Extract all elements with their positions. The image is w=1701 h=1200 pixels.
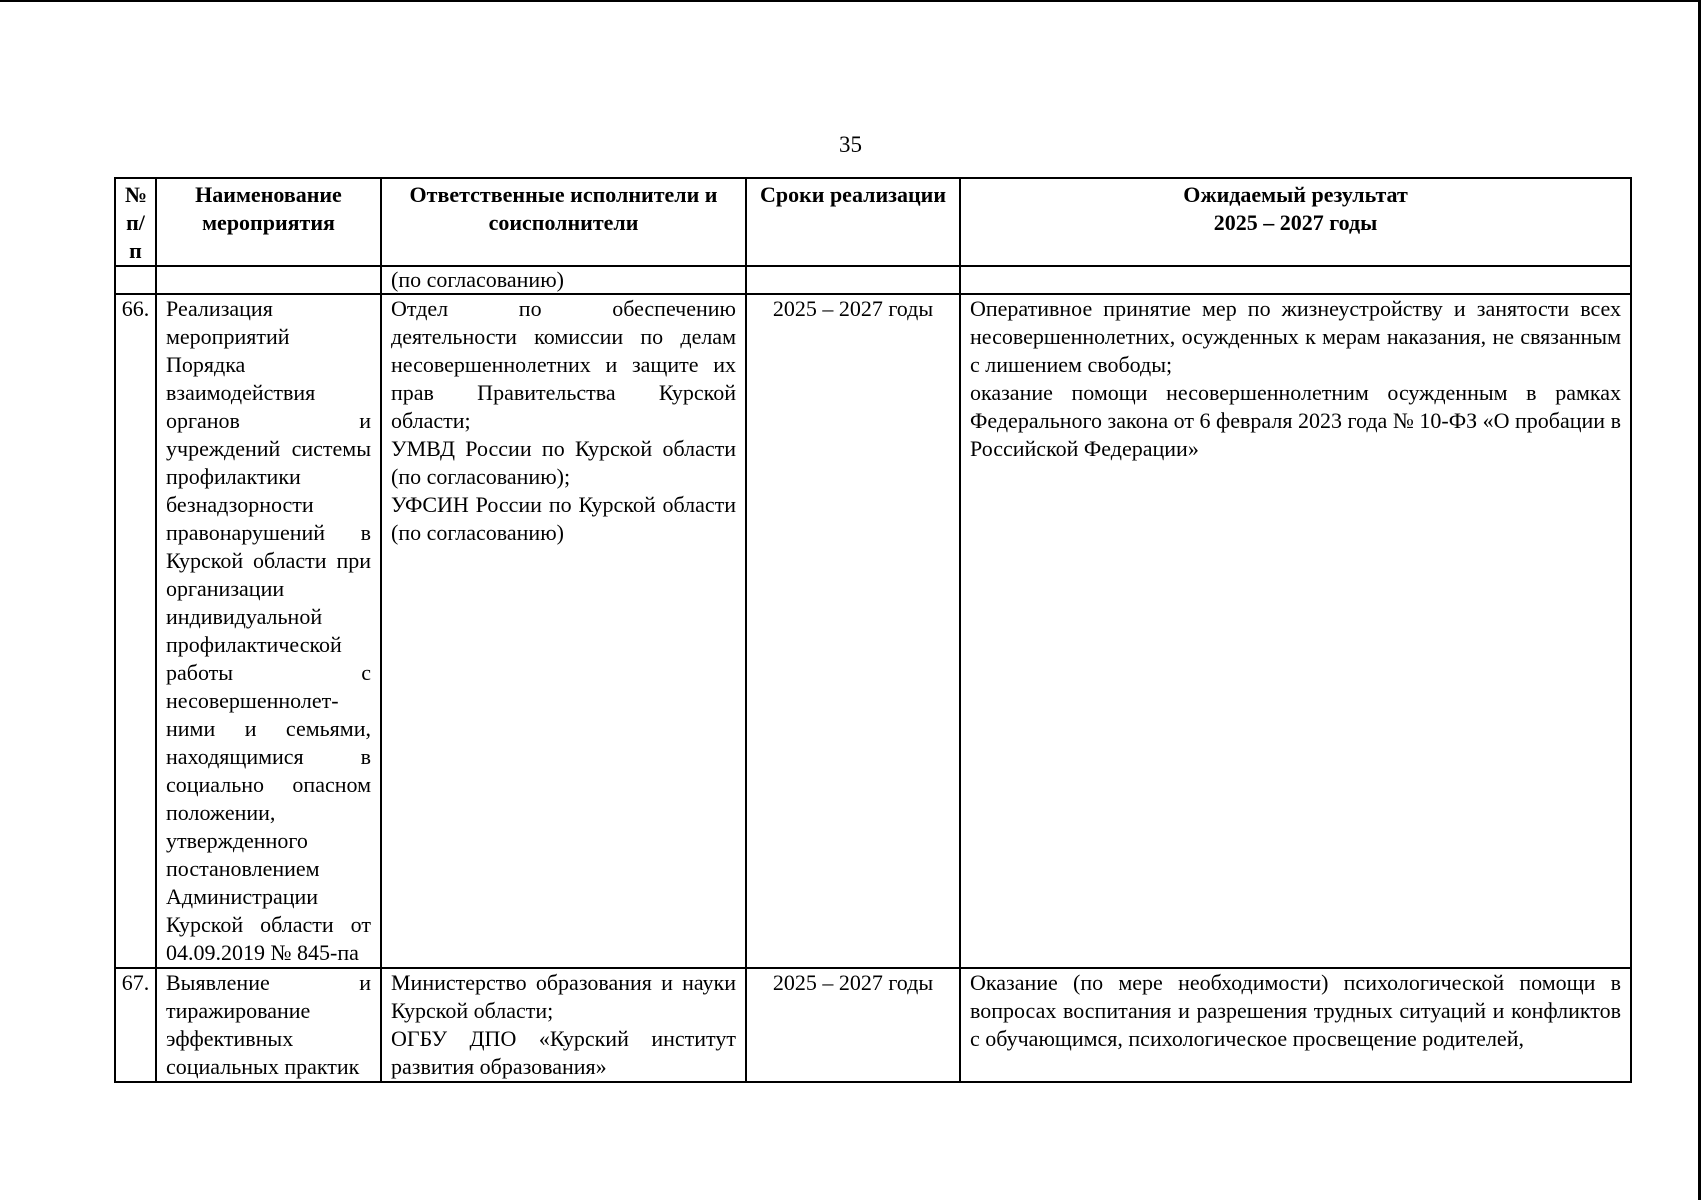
cell-name — [156, 266, 381, 294]
cell-executors — [381, 294, 746, 968]
header-num: № п/п — [115, 178, 156, 266]
executor-item: УМВД России по Курской области (по согласованию); — [391, 436, 736, 489]
cell-num: 66. — [115, 294, 156, 968]
measures-table — [114, 177, 1632, 1083]
table-row-continuation — [115, 266, 1631, 294]
cell-executors — [381, 968, 746, 1082]
header-result — [960, 178, 1631, 266]
result-item: Оперативное принятие мер по жизнеустройству и занятости всех несовершеннолетних, осужденных к мерам наказания, не связанным с лишением свободы; — [970, 296, 1621, 377]
executor-item: Министерство образования и науки Курской области; — [391, 970, 736, 1023]
cell-name: Реализация мероприятий Порядка взаимодействия органов и учреждений системы профилактики безнадзорности правонарушений в Курской области при организации индивидуальной профилактической работы с несовершеннолет-ними и семьями, находящимися в социально опасном положении, утвержденного постановлением Администрации Курской области от 04.09.2019 № 845-па — [156, 294, 381, 968]
header-result-title: Ожидаемый результат — [1183, 182, 1408, 207]
cell-result — [960, 266, 1631, 294]
cell-executors: (по согласованию) — [381, 266, 746, 294]
cell-num: 67. — [115, 968, 156, 1082]
executor-item: УФСИН России по Курской области (по согласованию) — [391, 492, 736, 545]
header-term: Сроки реализации — [746, 178, 960, 266]
result-item: Оказание (по мере необходимости) психологической помощи в вопросах воспитания и разрешения трудных ситуаций и конфликтов с обучающимся, психологическое просвещение родителей, — [970, 970, 1621, 1051]
page-edge-top — [0, 0, 1701, 2]
header-result-years: 2025 – 2027 годы — [1213, 210, 1378, 235]
page-number: 35 — [839, 132, 862, 157]
cell-num — [115, 266, 156, 294]
table-header-row — [115, 178, 1631, 266]
cell-result — [960, 968, 1631, 1082]
table-row — [115, 294, 1631, 968]
cell-result — [960, 294, 1631, 968]
cell-term: 2025 – 2027 годы — [746, 294, 960, 968]
cell-term: 2025 – 2027 годы — [746, 968, 960, 1082]
executor-item: Отдел по обеспечению деятельности комиссии по делам несовершеннолетних и защите их прав Правительства Курской области; — [391, 296, 736, 433]
header-executors: Ответственные исполнители и соисполнители — [381, 178, 746, 266]
cell-term — [746, 266, 960, 294]
result-item: оказание помощи несовершеннолетним осужденным в рамках Федерального закона от 6 февраля 2023 года № 10-ФЗ «О пробации в Российской Федерации» — [970, 380, 1621, 461]
executor-item: ОГБУ ДПО «Курский институт развития образования» — [391, 1026, 736, 1079]
header-name: Наименование мероприятия — [156, 178, 381, 266]
table-row — [115, 968, 1631, 1082]
cell-name: Выявление и тиражирование эффективных социальных практик — [156, 968, 381, 1082]
